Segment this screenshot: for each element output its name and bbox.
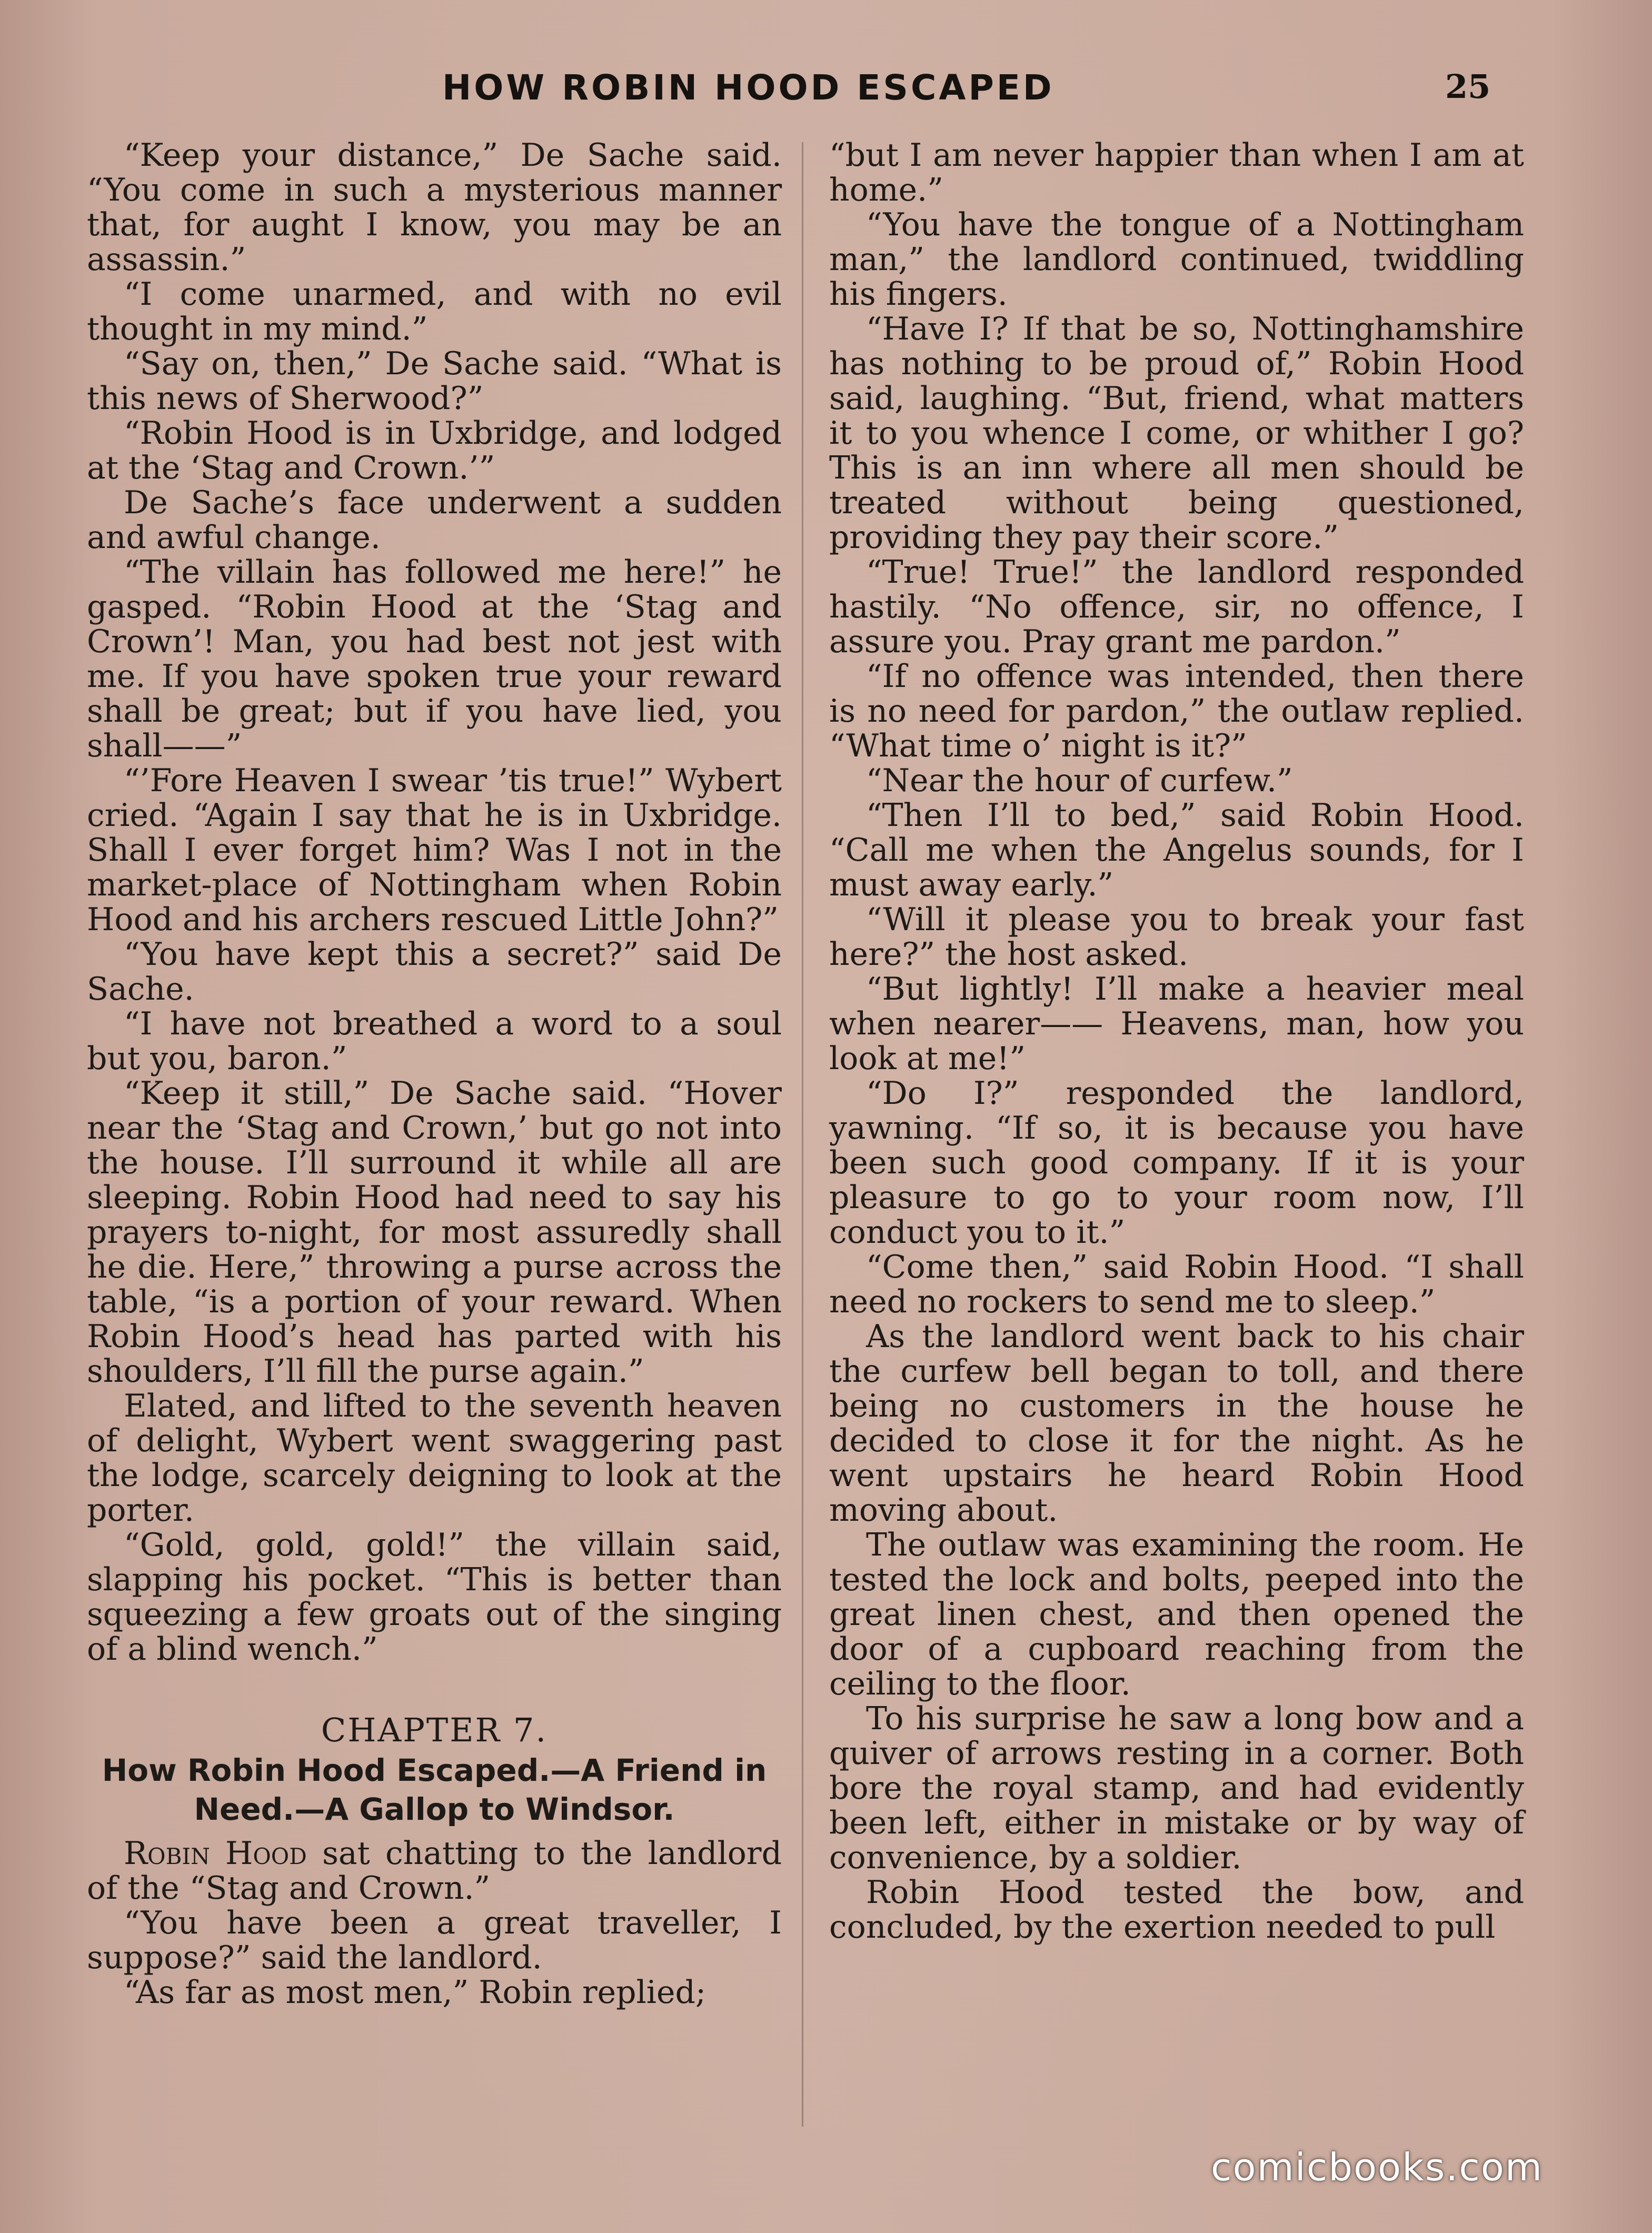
chapter-subtitle: How Robin Hood Escaped.—A Friend in Need.—A Gallop to Windsor. — [102, 1752, 767, 1827]
paragraph: De Sache’s face underwent a sudden and awful change. — [87, 484, 782, 556]
page-number: 25 — [1445, 67, 1491, 106]
paragraph: “Keep your distance,” De Sache said. “You come in such a mysterious manner that, for aught I know, you may be an assassin.” — [87, 137, 782, 278]
chapter-opening-text: sat chatting to the landlord of the “Stag and Crown.” — [87, 1835, 782, 1907]
paragraph: “Near the hour of curfew.” — [866, 762, 1293, 799]
chapter-opening-paragraph — [87, 1836, 782, 1906]
paragraph: “The villain has followed me here!” he gasped. “Robin Hood at the ‘Stag and Crown’! Man, you had best not jest with me. If you have spoken true your reward shall be great; but if you have lied, you shall——” — [87, 554, 782, 764]
paragraph: To his surprise he saw a long bow and a quiver of arrows resting in a corner. Both bore the royal stamp, and had evidently been left, either in mistake or by way of convenience, by a soldier. — [829, 1700, 1524, 1876]
paragraph: “Have I? If that be so, Nottinghamshire has nothing to be proud of,” Robin Hood said, laughing. “But, friend, what matters it to you whence I come, or whither I go? This is an inn where all men should be treated without being questioned, providing they pay their score.” — [829, 311, 1524, 556]
running-head — [0, 58, 1652, 116]
paragraph: The outlaw was examining the room. He tested the lock and bolts, peeped into the great linen chest, and then opened the door of a cupboard reaching from the ceiling to the floor. — [829, 1527, 1524, 1702]
column-divider — [802, 142, 803, 2127]
paragraph: “Gold, gold, gold!” the villain said, slapping his pocket. “This is better than squeezing a few groats out of the singing of a blind wench.” — [87, 1527, 782, 1668]
paragraph: “As far as most men,” Robin replied; — [124, 1974, 706, 2011]
chapter-heading: CHAPTER 7. — [321, 1711, 548, 1749]
paragraph: “Will it please you to break your fast here?” the host asked. — [829, 901, 1524, 973]
paragraph: Robin Hood tested the bow, and concluded, by the exertion needed to pull — [829, 1874, 1524, 1946]
paragraph: “’Fore Heaven I swear ’tis true!” Wybert cried. “Again I say that he is in Uxbridge. Shall I ever forget him? Was I not in the market-place of Nottingham when Robin Hood and his archers rescued Little John?” — [87, 762, 782, 938]
running-title: HOW ROBIN HOOD ESCAPED — [442, 67, 1054, 108]
paragraph: “I come unarmed, and with no evil thought in my mind.” — [87, 276, 782, 347]
site-watermark: comicbooks.com — [1211, 2145, 1544, 2189]
paragraph: Elated, and lifted to the seventh heaven of delight, Wybert went swaggering past the lodge, scarcely deigning to look at the porter. — [87, 1388, 782, 1529]
paragraph-continued: “but I am never happier than when I am at home.” — [829, 137, 1524, 208]
paragraph: As the landlord went back to his chair the curfew bell began to toll, and there being no customers in the house he decided to close it for the night. As he went upstairs he heard Robin Hood moving about. — [829, 1318, 1524, 1529]
right-column — [829, 138, 1524, 1945]
paragraph: “Then I’ll to bed,” said Robin Hood. “Call me when the Angelus sounds, for I must away early.” — [829, 797, 1524, 903]
paragraph: “But lightly! I’ll make a heavier meal when nearer—— Heavens, man, how you look at me!” — [829, 971, 1524, 1077]
paragraph: “Keep it still,” De Sache said. “Hover near the ‘Stag and Crown,’ but go not into the house. I’ll surround it while all are sleeping. Robin Hood had need to say his prayers to-night, for most assuredly shall he die. Here,” throwing a purse across the table, “is a portion of your reward. When Robin Hood’s head has parted with his shoulders, I’ll fill the purse again.” — [87, 1075, 782, 1390]
paragraph: “True! True!” the landlord responded hastily. “No offence, sir, no offence, I assure you. Pray grant me pardon.” — [829, 554, 1524, 660]
paragraph: “You have kept this a secret?” said De Sache. — [87, 936, 782, 1008]
paragraph: “Robin Hood is in Uxbridge, and lodged at the ‘Stag and Crown.’” — [87, 415, 782, 486]
paragraph: “You have been a great traveller, I suppose?” said the landlord. — [87, 1905, 782, 1976]
paragraph: “You have the tongue of a Nottingham man,” the landlord continued, twiddling his fingers. — [829, 206, 1524, 313]
paragraph: “Say on, then,” De Sache said. “What is this news of Sherwood?” — [87, 345, 782, 417]
paragraph: “Come then,” said Robin Hood. “I shall need no rockers to send me to sleep.” — [829, 1249, 1524, 1320]
paragraph: “Do I?” responded the landlord, yawning. “If so, it is because you have been such good company. If it is your pleasure to go to your room now, I’ll conduct you to it.” — [829, 1075, 1524, 1251]
paragraph: “I have not breathed a word to a soul but you, baron.” — [87, 1005, 782, 1077]
paragraph: “If no offence was intended, then there is no need for pardon,” the outlaw replied. “What time o’ night is it?” — [829, 658, 1524, 764]
left-column — [87, 138, 782, 2010]
chapter-opening-smallcaps: Robin Hood — [124, 1835, 307, 1872]
